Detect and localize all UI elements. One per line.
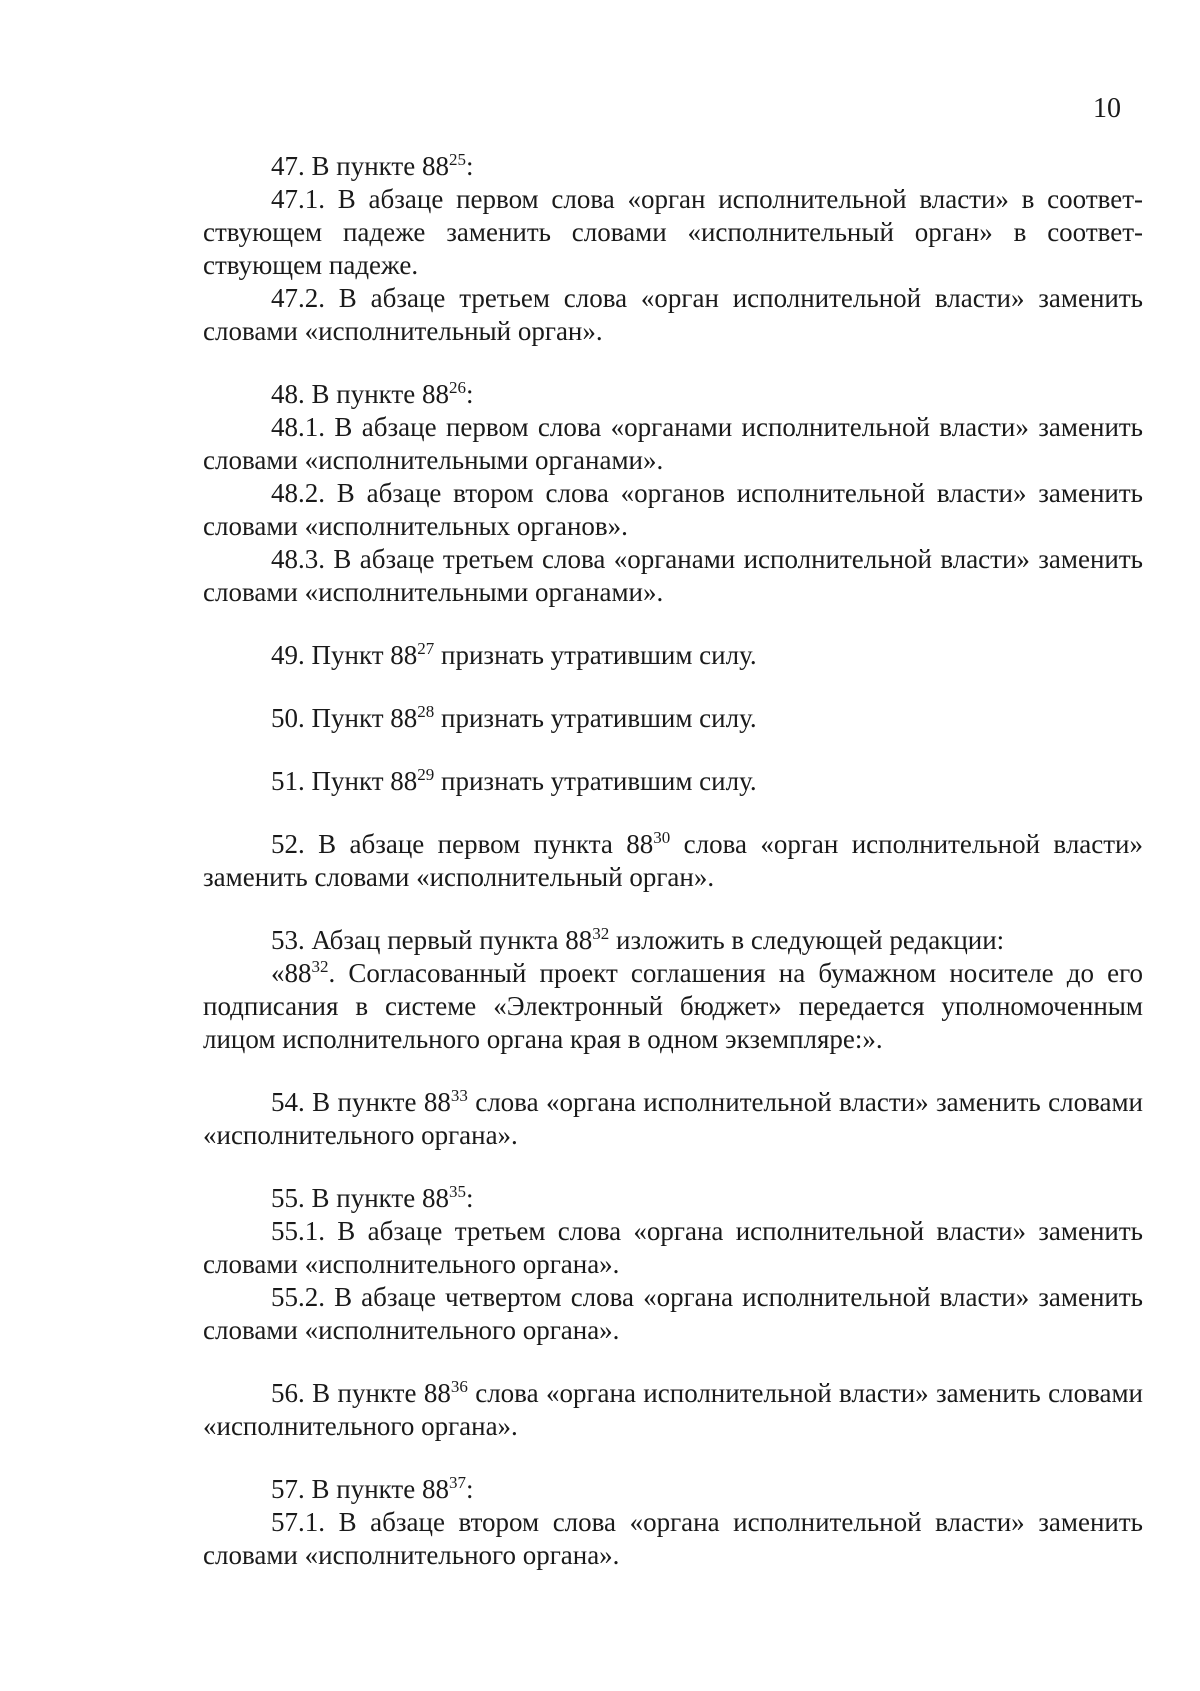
amendment-item-47 [203, 150, 1143, 348]
paragraph-text-continued: : [465, 379, 474, 409]
point-superscript: 35 [448, 1182, 466, 1201]
paragraph-text: 53. Абзац первый пункта 88 [271, 925, 593, 955]
amendment-subitem [203, 957, 1143, 1056]
point-superscript: 36 [450, 1377, 468, 1396]
point-superscript: 27 [417, 639, 435, 658]
paragraph-text-continued: : [465, 1183, 474, 1213]
amendment-subitem [203, 411, 1143, 477]
point-superscript: 30 [653, 828, 671, 847]
amendment-item-56 [203, 1377, 1143, 1443]
paragraph-text-continued: : [465, 151, 474, 181]
paragraph-text: 57.1. В абзаце втором слова «органа исполнительной власти» заменить словами «исполнительного органа». [203, 1507, 1143, 1570]
paragraph-text: 47.1. В абзаце первом слова «орган исполнительной власти» в соответствующем падеже заменить словами «исполнительный орган» в соответствующем падеже. [203, 184, 1143, 280]
amendment-heading [203, 150, 1143, 183]
amendment-heading [203, 639, 1143, 672]
amendment-subitem [203, 1281, 1143, 1347]
amendment-item-51 [203, 765, 1143, 798]
point-superscript: 33 [450, 1086, 468, 1105]
amendment-item-48 [203, 378, 1143, 609]
amendment-heading [203, 1473, 1143, 1506]
paragraph-text: 48.1. В абзаце первом слова «органами исполнительной власти» заменить словами «исполнительными органами». [203, 412, 1143, 475]
paragraph-text: 48.3. В абзаце третьем слова «органами исполнительной власти» заменить словами «исполнительными органами». [203, 544, 1143, 607]
amendment-item-54 [203, 1086, 1143, 1152]
paragraph-text: 47.2. В абзаце третьем слова «орган исполнительной власти» заменить словами «исполнительный орган». [203, 283, 1143, 346]
paragraph-text: 55.2. В абзаце четвертом слова «органа исполнительной власти» заменить словами «исполнительного органа». [203, 1282, 1143, 1345]
point-superscript: 32 [592, 924, 610, 943]
paragraph-text-continued: признать утратившим силу. [434, 703, 757, 733]
paragraph-text: 56. В пункте 88 [271, 1378, 451, 1408]
point-superscript: 32 [311, 957, 329, 976]
paragraph-text-continued: слова «орган исполнительной власти» заменить словами «исполнительный орган». [203, 829, 1144, 892]
paragraph-text: «88 [271, 958, 312, 988]
amendment-subitem [203, 477, 1143, 543]
amendment-heading [203, 924, 1143, 957]
paragraph-text: 50. Пункт 88 [271, 703, 418, 733]
point-superscript: 26 [448, 378, 466, 397]
amendment-subitem [203, 1506, 1143, 1572]
paragraph-text-continued: слова «органа исполнительной власти» заменить словами «исполнительного органа». [203, 1378, 1143, 1441]
point-superscript: 25 [448, 150, 466, 169]
point-superscript: 29 [417, 765, 435, 784]
page-number: 10 [1093, 93, 1121, 124]
amendment-heading [203, 1182, 1143, 1215]
paragraph-text: 55.1. В абзаце третьем слова «органа исполнительной власти» заменить словами «исполнительного органа». [203, 1216, 1143, 1279]
point-superscript: 37 [448, 1473, 466, 1492]
paragraph-text: 47. В пункте 88 [271, 151, 449, 181]
amendment-heading [203, 1086, 1143, 1152]
amendment-item-50 [203, 702, 1143, 735]
paragraph-text: 54. В пункте 88 [271, 1087, 451, 1117]
document-body [203, 150, 1143, 1602]
amendment-item-53 [203, 924, 1143, 1056]
paragraph-text-continued: слова «органа исполнительной власти» заменить словами «исполнительного органа». [203, 1087, 1143, 1150]
amendment-heading [203, 378, 1143, 411]
paragraph-text: 57. В пункте 88 [271, 1474, 449, 1504]
paragraph-text: 49. Пункт 88 [271, 640, 418, 670]
paragraph-text-continued: . Согласованный проект соглашения на бумажном носителе до его подписания в системе «Электронный бюджет» передается уполномоченным лицом исполнительного органа края в одном экземпляре:». [203, 958, 1143, 1054]
amendment-item-57 [203, 1473, 1143, 1572]
paragraph-text: 52. В абзаце первом пункта 88 [271, 829, 654, 859]
amendment-heading [203, 765, 1143, 798]
amendment-heading [203, 1377, 1143, 1443]
paragraph-text: 48.2. В абзаце втором слова «органов исполнительной власти» заменить словами «исполнительных органов». [203, 478, 1143, 541]
paragraph-text-continued: изложить в следующей редакции: [609, 925, 1005, 955]
paragraph-text-continued: признать утратившим силу. [434, 766, 757, 796]
paragraph-text-continued: признать утратившим силу. [434, 640, 757, 670]
amendment-subitem [203, 183, 1143, 282]
amendment-subitem [203, 1215, 1143, 1281]
paragraph-text: 51. Пункт 88 [271, 766, 418, 796]
paragraph-text-continued: : [465, 1474, 474, 1504]
amendment-heading [203, 828, 1143, 894]
amendment-item-52 [203, 828, 1143, 894]
amendment-item-55 [203, 1182, 1143, 1347]
paragraph-text: 48. В пункте 88 [271, 379, 449, 409]
point-superscript: 28 [417, 702, 435, 721]
amendment-heading [203, 702, 1143, 735]
paragraph-text: 55. В пункте 88 [271, 1183, 449, 1213]
amendment-subitem [203, 282, 1143, 348]
amendment-subitem [203, 543, 1143, 609]
amendment-item-49 [203, 639, 1143, 672]
